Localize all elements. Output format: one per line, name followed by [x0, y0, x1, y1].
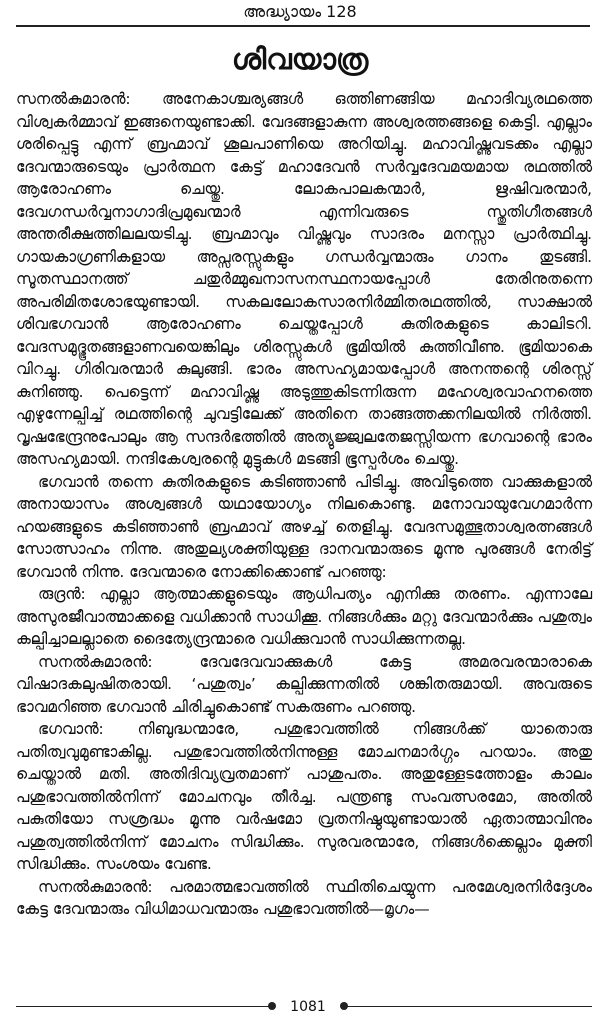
paragraph: ഭഗവാൻ തന്നെ കുതിരകളുടെ കടിഞ്ഞാൺ പിടിച്ചു. അവിടുത്തെ വാക്കുകളാൽ അനായാസം അശ്വങ്ങൾ യഥായോഗ്യം നിലകൊണ്ടു. മനോവായുവേഗമാർന്ന ഹയങ്ങളുടെ കടിഞ്ഞാൺ ബ്രഹ്മാവ് അഴച്ച് തെളിച്ചു. വേദസമുത്ഭുതാശ്വരത്നങ്ങൾ സോത്സാഹം നിന്നു. അതുല്യശക്തിയുള്ള ദാനവന്മാരുടെ മൂന്നു പുരങ്ങൾ നേരിട്ട് ഭഗവാൻ നിന്നു. ദേവന്മാരെ നോക്കിക്കൊണ്ട് പറഞ്ഞു: — [16, 472, 592, 581]
paragraph: സനൽകുമാരൻ: പരമാത്മഭാവത്തിൽ സ്ഥിതിചെയ്യുന്ന പരമേശ്വരനിർദ്ദേശം കേട്ട ദേവന്മാരും വിധിമാധവന്മാരും പശുഭാവത്തിൽ—മൃഗം— — [16, 877, 592, 918]
paragraph: ഭഗവാൻ: നിബുദ്ധന്മാരേ, പശുഭാവത്തിൽ നിങ്ങൾക്ക് യാതൊരു പതിത്വവുമുണ്ടാകില്ല. പശുഭാവത്തിൽനിന്നുള്ള മോചനമാർഗ്ഗം പറയാം. അതു ചെയ്താൽ മതി. അതിദിവ്യവ്രതമാണ് പാശുപതം. അതുള്ളേടത്തോളം കാലം പശുഭാവത്തിൽനിന്ന് മോചനവും തീർച്ച. പന്ത്രണ്ടു സംവത്സരമോ, അതിൽ പകുതിയോ സശ്രദ്ധം മൂന്നു വർഷമോ വ്രതനിഷ്ഠയുണ്ടായാൽ ഏതാത്മാവിനും പശുത്വത്തിൽനിന്ന് മോചനം സിദ്ധിക്കും. സുരവരന്മാരേ, നിങ്ങൾക്കെല്ലാം മുക്തി സിദ്ധിക്കും. സംശയം വേണ്ട. — [16, 720, 592, 873]
header-rule — [16, 25, 590, 27]
footer-rule-left — [16, 1006, 271, 1007]
running-header: അദ്ധ്യായം 128 — [243, 2, 357, 21]
page-footer — [16, 997, 592, 1017]
body-text — [16, 88, 592, 921]
paragraph: രുദ്രൻ: എല്ലാ ആത്മാക്കളുടെയും ആധിപത്യം എനിക്കു തരണം. എന്നാലേ അസുരജീവാത്മാക്കളെ വധിക്കാൻ സാധിക്കൂ. നിങ്ങൾക്കും മറ്റു ദേവന്മാർക്കും പശുത്വം കല്പിച്ചാലല്ലാതെ ദൈത്യേന്ദ്രന്മാരെ വധിക്കുവാൻ സാധിക്കുന്നതല്ല. — [16, 585, 592, 648]
footer-rule-right — [346, 1006, 592, 1007]
page-number: 1081 — [290, 999, 326, 1015]
chapter-title: ശിവയാത്ര — [231, 42, 369, 76]
paragraph: സനൽകുമാരൻ: ദേവദേവവാക്കുകൾ കേട്ട അമരവരന്മാരാകെ വിഷാദകലുഷിതരായി. ‘പശുത്വം’ കല്പിക്കുന്നതിൽ ശങ്കിതരുമായി. അവരുടെ ഭാവമറിഞ്ഞ ഭഗവാൻ ചിരിച്ചുകൊണ്ട് സകരുണം പറഞ്ഞു. — [16, 652, 592, 716]
footer-ornament-dot — [268, 1002, 276, 1010]
paragraph: സനൽകുമാരൻ: അനേകാശ്ചര്യങ്ങൾ ഒത്തിണങ്ങിയ മഹാദിവ്യരഥത്തെ വിശ്വകർമ്മാവ് ഇങ്ങനെയുണ്ടാക്കി. വേദങ്ങളാകുന്ന അശ്വരത്തങ്ങളെ കെട്ടി. എല്ലാം ശരിപ്പെട്ടു എന്ന് ബ്രഹ്മാവ് ശൂലപാണിയെ അറിയിച്ചു. മഹാവിഷ്ണുവടക്കം എല്ലാ ദേവന്മാരുടെയും പ്രാർത്ഥന കേട്ട് മഹാദേവൻ സർവ്വദേവമയമായ രഥത്തിൽ ആരോഹണം ചെയ്തു. ലോകപാലകന്മാർ, ഋഷിവരന്മാർ, ദേവഗന്ധർവ്വനാഗാദിപ്രമുഖന്മാർ എന്നിവരുടെ സ്തുതിഗീതങ്ങൾ അന്തരീക്ഷത്തിലലയടിച്ചു. ബ്രഹ്മാവും വിഷ്ണുവും സാദരം മനസ്സാ പ്രാർത്ഥിച്ചു. ഗായകാഗ്രണികളായ അപ്സരസ്സുകളും ഗന്ധർവ്വന്മാരും ഗാനം തുടങ്ങി. സൂതസ്ഥാനത്ത് ചതുർമ്മുഖനാസനസ്ഥനായപ്പോൾ തേരിനുതന്നെ അപരിമിതശോഭയുണ്ടായി. സകലലോകസാരനിർമ്മിതരഥത്തിൽ, സാക്ഷാൽ ശിവഭഗവാൻ ആരോഹണം ചെയ്തപ്പോൾ കുതിരകളുടെ കാലിടറി. വേദസമുദ്ഭൂതങ്ങളാണവയെങ്കിലും ശിരസ്സുകൾ ഭൂമിയിൽ കുത്തിവീണു. ഭൂമിയാകെ വിറച്ചു. ഗിരിവരന്മാർ കുലുങ്ങി. ഭാരം അസഹ്യമായപ്പോൾ അനന്തന്റെ ശിരസ്സ് കുനിഞ്ഞു. പെട്ടെന്ന് മഹാവിഷ്ണു അടുത്തുകിടന്നിരുന്ന മഹേശ്വരവാഹനത്തെ എഴുന്നേല്പിച്ച് രഥത്തിന്റെ ചുവട്ടിലേക്ക് അതിനെ താങ്ങത്തക്കനിലയിൽ നിർത്തി. വൃഷഭേന്ദ്രനുപോലും ആ സന്ദർഭത്തിൽ അത്യുജ്ജ്വലതേജസ്സിയന്ന ഭഗവാന്റെ ഭാരം അസഹ്യമായി. നന്ദികേശ്വരന്റെ മുട്ടുകൾ മടങ്ങി ഭൂസ്പർശം ചെയ്തു. — [16, 90, 592, 468]
